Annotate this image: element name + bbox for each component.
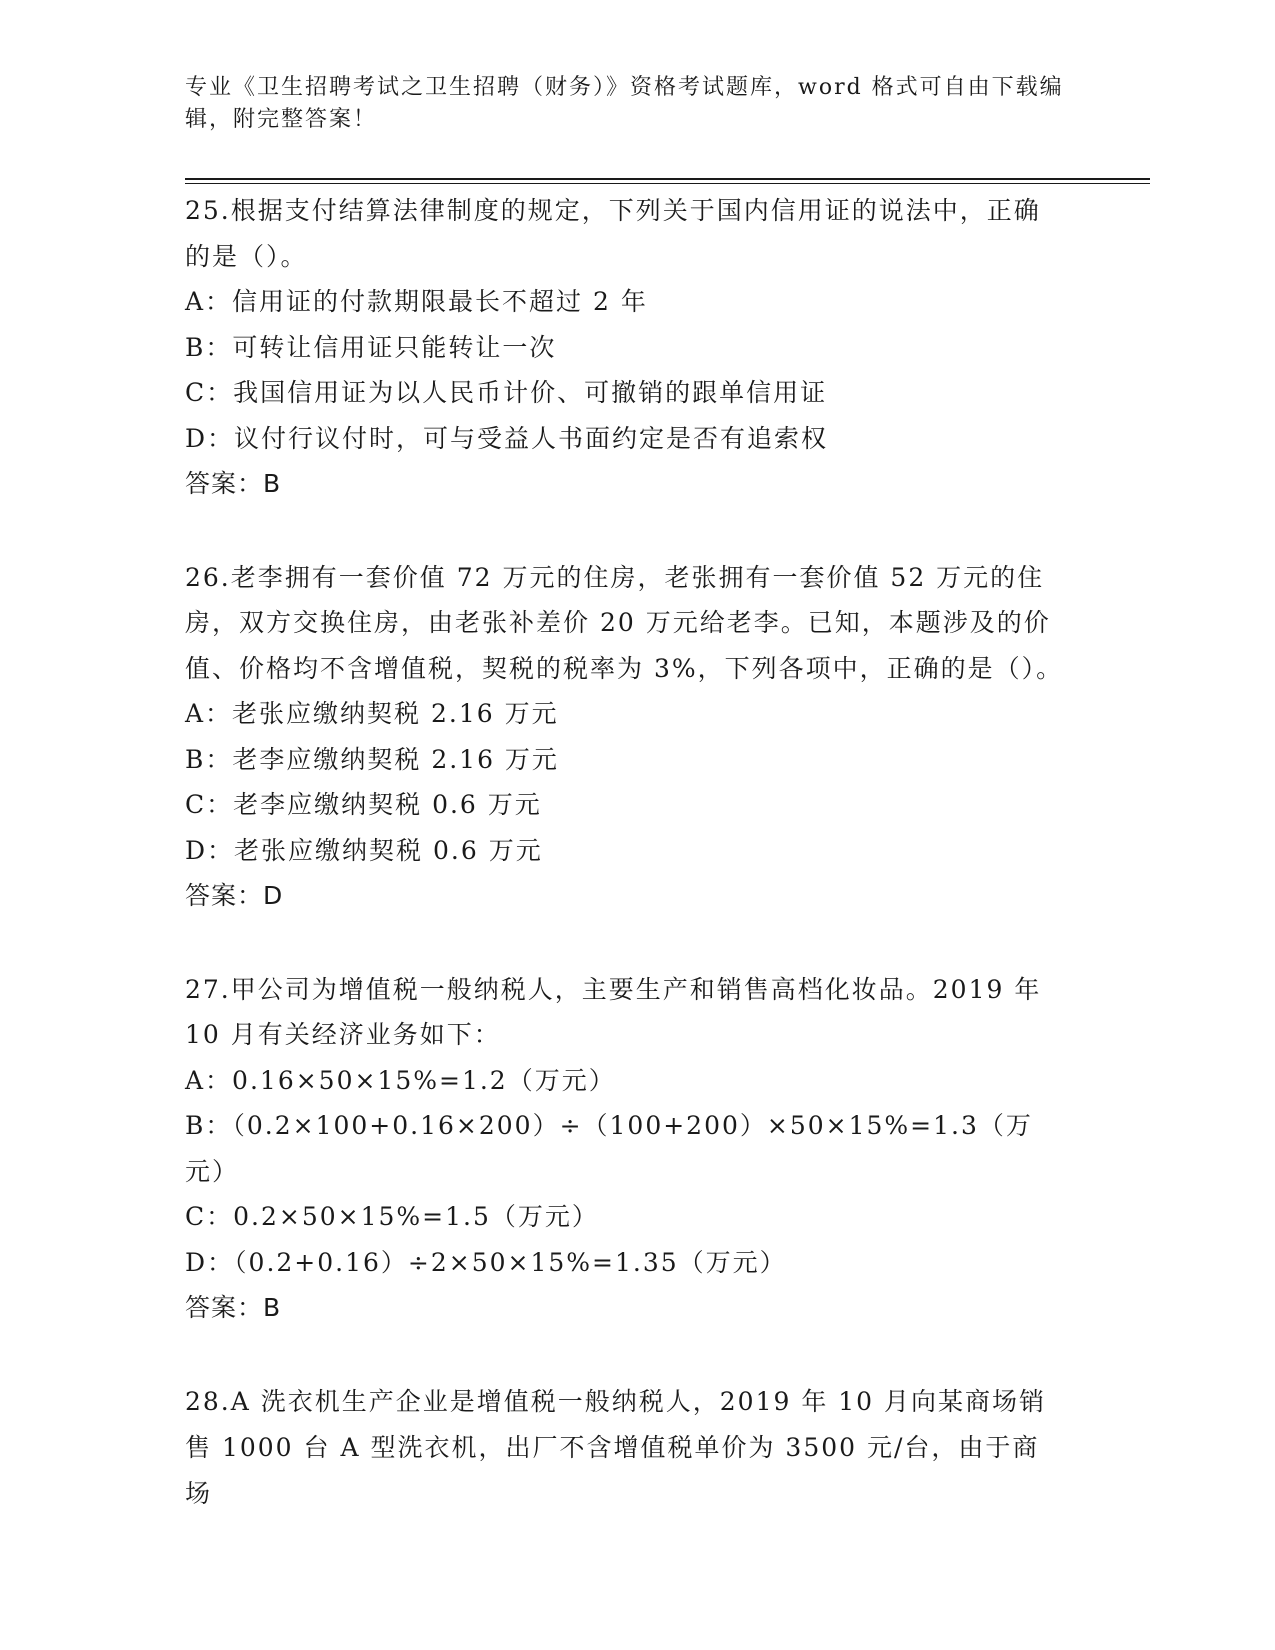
question-list xyxy=(185,188,1065,1565)
option-d: D：（0.2+0.16）÷2×50×15%=1.35（万元） xyxy=(185,1247,787,1277)
question-stem: 28.A 洗衣机生产企业是增值税一般纳税人，2019 年 10 月向某商场销售 1000 台 A 型洗衣机，出厂不含增值税单价为 3500 元/台，由于商场 xyxy=(185,1386,1047,1508)
question-stem: 26.老李拥有一套价值 72 万元的住房，老张拥有一套价值 52 万元的住房，双方交换住房，由老张补差价 20 万元给老李。已知，本题涉及的价值、价格均不含增值税，契税的税率为 3%，下列各项中，正确的是（）。 xyxy=(185,562,1064,683)
option-c: C：老李应缴纳契税 0.6 万元 xyxy=(185,790,542,819)
header-divider-thin xyxy=(185,183,1150,184)
option-c: C：我国信用证为以人民币计价、可撤销的跟单信用证 xyxy=(185,378,828,407)
question-stem: 27.甲公司为增值税一般纳税人，主要生产和销售高档化妆品。2019 年 10 月有关经济业务如下： xyxy=(185,974,1042,1049)
question-28 xyxy=(185,1379,1065,1517)
option-a: A：0.16×50×15%=1.2（万元） xyxy=(185,1065,616,1095)
question-26 xyxy=(185,555,1065,919)
option-b: B：（0.2×100+0.16×200）÷（100+200）×50×15%=1.3（万元） xyxy=(185,1111,1033,1186)
option-b: B：可转让信用证只能转让一次 xyxy=(185,332,557,362)
header-divider-thick xyxy=(185,178,1150,180)
question-stem: 25.根据支付结算法律制度的规定，下列关于国内信用证的说法中，正确的是（）。 xyxy=(185,196,1041,271)
option-d: D：老张应缴纳契税 0.6 万元 xyxy=(185,835,543,865)
document-header: 专业《卫生招聘考试之卫生招聘（财务）》资格考试题库，word 格式可自由下载编辑，附完整答案！ xyxy=(185,75,1064,132)
answer-line: 答案：B xyxy=(185,469,282,498)
option-a: A：老张应缴纳契税 2.16 万元 xyxy=(185,699,559,728)
option-a: A：信用证的付款期限最长不超过 2 年 xyxy=(185,287,648,316)
question-25 xyxy=(185,188,1065,507)
answer-line: 答案：B xyxy=(185,1293,282,1322)
answer-line: 答案：D xyxy=(185,881,284,910)
option-c: C：0.2×50×15%=1.5（万元） xyxy=(185,1202,599,1231)
option-d: D：议付行议付时，可与受益人书面约定是否有追索权 xyxy=(185,423,829,453)
question-27 xyxy=(185,967,1065,1331)
option-b: B：老李应缴纳契税 2.16 万元 xyxy=(185,744,559,774)
